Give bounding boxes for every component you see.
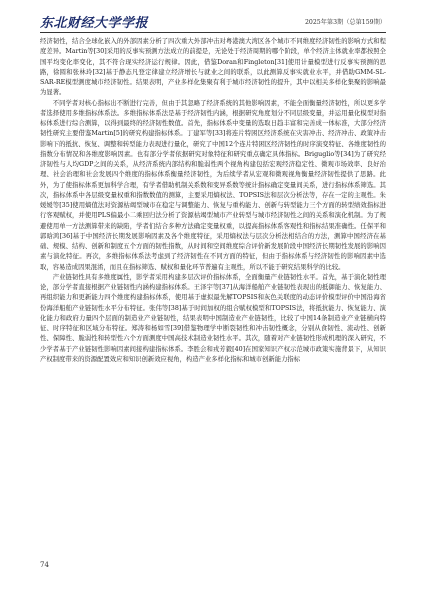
article-body	[40, 37, 386, 547]
header-divider	[40, 32, 386, 33]
paragraph-1: 经济韧性，结合全球化嵌入的外部因素分析了四次重大外部冲击对粤港澳大湾区各个城市不同维度经济韧性的影响方式和程度差异。Martin等[30]采用的反事实预测方法成立的前提是，无论处于经济周期的哪个阶段，单个经济主体就业率都按照全国平均变化率变化，其不符合现实经济运行规律。因此，借鉴Doran和Fingleton[31]使用计量模型进行反事实预测的思路，徐圆和张林玲[32]基于静态凡登定律建立经济增长与就业之间的联系，以此测算反事实就业水平，并借助GMM-SL-SAR-RE模型测度城市经济韧性。结果表明，产业多样化集聚有利于城市经济韧性的提升，其中以相关多样化集聚的影响最为显著。	[40, 38, 386, 97]
issue-info: 2025年第3期（总第159期）	[305, 19, 386, 26]
running-header	[40, 12, 386, 30]
page-number: 74	[40, 561, 49, 569]
journal-title: 东北财经大学学报	[40, 16, 149, 31]
paragraph-3: 产业链韧性具有多维度属性，影学者采用构建多层次评价指标体系，全面衡量产业链韧性水平。首先，基于演化韧性理论，部分学者直接根据产业链韧性内涵构建指标体系。王泽宇等[37]从海洋船舶产业链韧性表现出的抵御能力、恢复能力、再组织能力和更新能力四个维度构建指标体系，使用基于虚拟最先解TOPSIS和灰色关联度的动态评价模型评价中国沿海省份海洋船舶产业链韧性水平分布特征。张伟等[38]基于时间加权的组合赋权模型和TOPSIS法，将抵抗能力、恢复能力、演化能力和政府力量四个层面的制造业产业链韧性，结果表明中国制造业产业链韧性，比较了中国14条制造业产业链横向特征、时序特征和区域分布特征。郑涛和杨如雪[39]借鉴物理学中断裂韧性和冲击韧性概念，分别从食韧性、流动性、创新性、保障性、脆弱性和转型性六个方面测度中国高技术制造业韧性水平。其次，随着对产业链韧性形成机理的深入研究，不少学者基于产业链韧性影响因素间接构建指标体系。李胜会和戎芳毅[40]在国家知识产权示范城市政策实施背景下，从知识产权制度带来的资源配置效应和知识创新效应视角，构造产业多样化指标和城市创新能力指标	[40, 273, 386, 363]
paragraph-2: 不同学者对核心指标出不断进行完善，但由于其忽略了经济系统的其他影响因素，不能全面衡量经济韧性，所以更多学者选择使用多维指标体系法。多维指标体系法是基于经济韧性内涵，根据研究角度划分不同层级变量，并运用量化模型对指标体系进行综合测算，以得到最终的经济韧性数值。首先，指标体系中变量的选取日趋丰富和完善成一体标准，大部分经济韧性研究主要借鉴Martin[5]的研究构建指标体系。丁建军等[33]将连片特困区经济系统在灾害冲击、经济冲击、政策冲击影响下的抵抗、恢复、调整和转型能力表现进行量化，研究了中国12个连片特困区经济韧性的时序演变特征、各维度韧性的指数分布情况和各维度影响因素。也有部分学者依据研究对象特征和研究重点确定具体指标。Briguglio等[34]为了研究经济韧性与人均GDP之间的关系，从经济系统内部结构和脆弱性两个视角构建包括宏观经济稳定性、微观市场效率、良好治理、社会治理和社会发展四个维度的指标体系衡量经济韧性，为后续学者从宏观和微观视角衡量经济韧性提供了思路。此外，为了使指标体系更加科学合理，有学者借助机制关系数和变异系数等统计指标确定变量间关系，进行指标体系筛选。其次，指标体系中各层级变量权重和指数数值的测算，主要采用熵权法、TOPSIS法和层次分析法等，存在一定的主观性。朱媛媛等[35]使用熵值法对资源枯竭型城市在稳定与调整能力、恢复与重构能力、创新与转型能力三个方面的转型绩效指标进行客观赋权，并使用PLS偏最小二乘回归法分析了资源枯竭型城市产业转型与城市经济韧性之间的关系和演化机制。为了规避使用单一方法测算带来的缺陷，学者们结合多种方法确定变量权重，以提高指标体系客观性和指标结果准确性。任保平和郭晗鸿[36]基于中国经济长期发展影响因素及各个维度特征，采用熵权法与层次分析法相结合的方法，测算中国经济在基础、规模、结构、创新和制度五个方面的韧性指数，从时间和空间维度综合评价新发展阶段中国经济长期韧性发展的影响因素与演化特征。再次，多维指标体系法考虑到了经济韧性在不同方面的特征，但由于指标体系与经济韧性的影响因素中选取，容易造成因果混淆，而且在指标筛选、赋权和量化环节普遍有主观性，所以不能于研究结果科学的比较。	[40, 99, 386, 271]
